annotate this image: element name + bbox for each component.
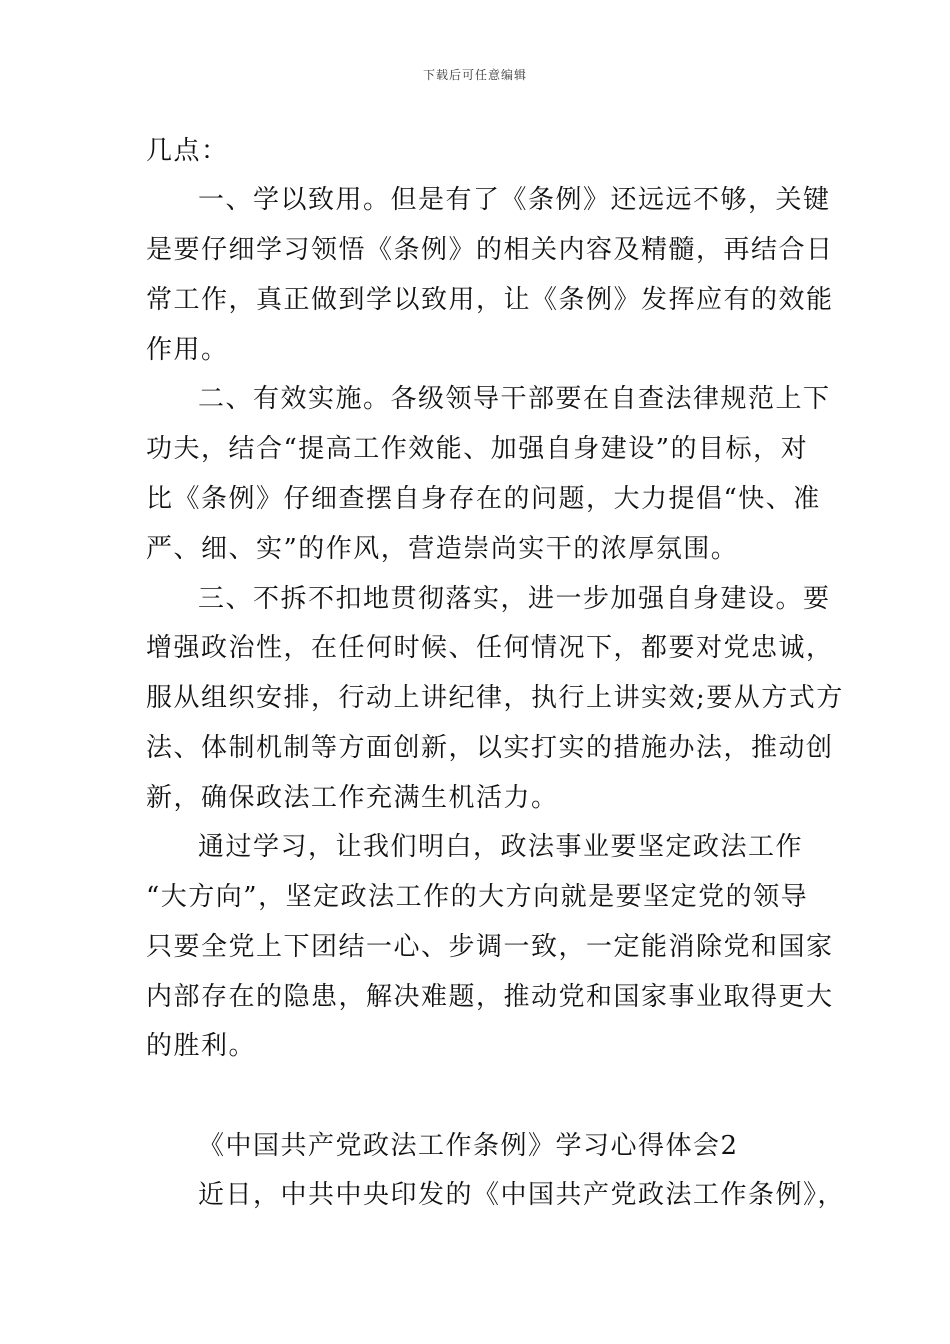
text-line: 内部存在的隐患，解决难题，推动党和国家事业取得更大 xyxy=(146,982,834,1012)
text-line: 常工作，真正做到学以致用，让《条例》发挥应有的效能 xyxy=(146,285,834,315)
text-line: 二、有效实施。各级领导干部要在自查法律规范上下 xyxy=(198,384,831,414)
text-line: 通过学习，让我们明白，政法事业要坚定政法工作 xyxy=(198,832,804,862)
text-line: 的胜利。 xyxy=(146,1031,257,1061)
text-line: 新，确保政法工作充满生机活力。 xyxy=(146,783,559,813)
text-line: 只要全党上下团结一心、步调一致，一定能消除党和国家 xyxy=(146,932,834,962)
text-line: 比《条例》仔细查摆自身存在的问题，大力提倡“快、准 xyxy=(146,484,821,514)
text-line: 服从组织安排，行动上讲纪律，执行上讲实效;要从方式方 xyxy=(146,683,844,713)
text-line: 是要仔细学习领悟《条例》的相关内容及精髓，再结合日 xyxy=(146,235,834,265)
text-line: 功夫，结合“提高工作效能、加强自身建设”的目标，对 xyxy=(146,434,809,464)
text-line: 增强政治性，在任何时候、任何情况下，都要对党忠诚， xyxy=(146,633,834,663)
text-line: 近日，中共中央印发的《中国共产党政法工作条例》， xyxy=(198,1180,846,1210)
text-line: 几点： xyxy=(146,136,229,166)
text-line: 一、学以致用。但是有了《条例》还远远不够，关键 xyxy=(198,185,831,215)
text-line: 三、不拆不扣地贯彻落实，进一步加强自身建设。要 xyxy=(198,584,831,614)
section-title: 《中国共产党政法工作条例》学习心得体会2 xyxy=(198,1131,739,1161)
text-line: “大方向”，坚定政法工作的大方向就是要坚定党的领导 xyxy=(146,882,809,912)
text-line: 作用。 xyxy=(146,335,229,365)
text-line: 法、体制机制等方面创新，以实打实的措施办法，推动创 xyxy=(146,733,834,763)
page-header: 下载后可任意编辑 xyxy=(422,68,527,82)
text-line: 严、细、实”的作风，营造崇尚实干的浓厚氛围。 xyxy=(146,534,739,564)
